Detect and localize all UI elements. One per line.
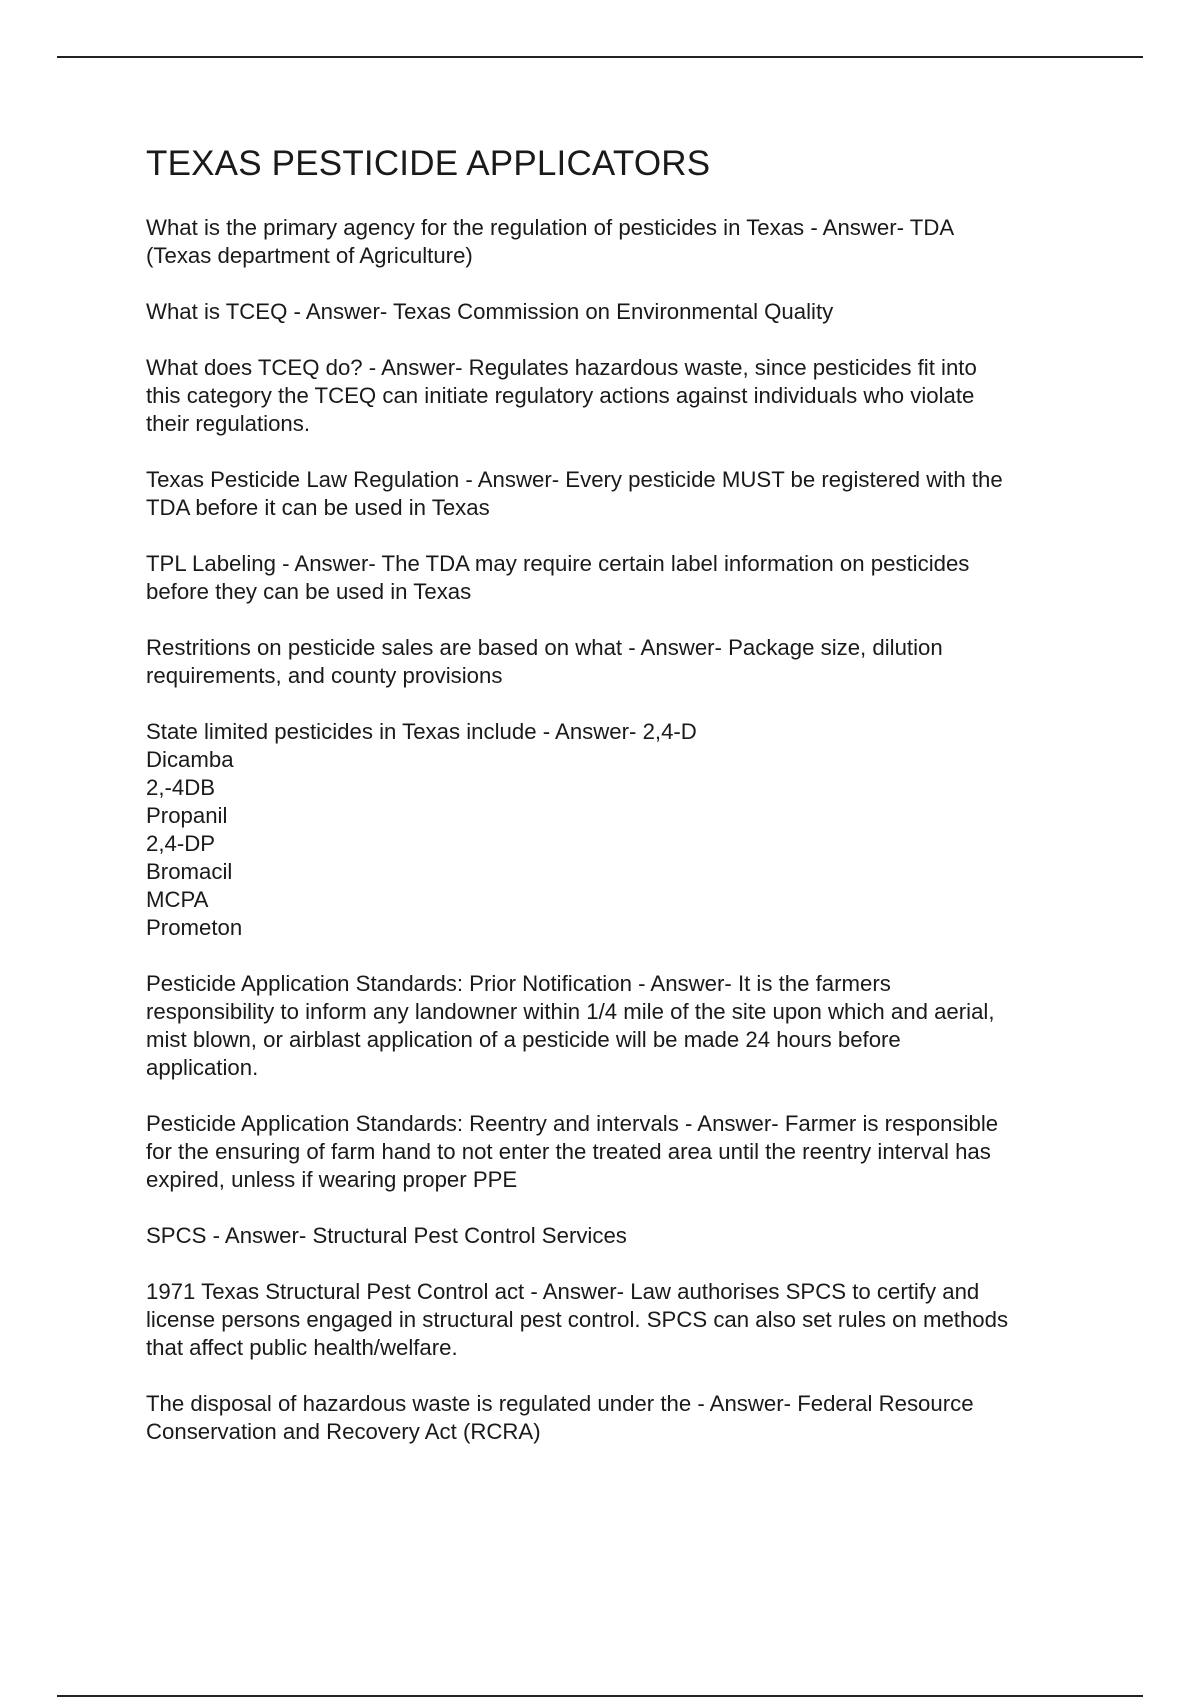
qa-entry: The disposal of hazardous waste is regulated under the - Answer- Federal Resource Conservation and Recovery Act (RCRA) [146,1391,974,1444]
qa-entry: 1971 Texas Structural Pest Control act - Answer- Law authorises SPCS to certify and license persons engaged in structural pest control. SPCS can also set rules on methods that affect public health/welfare. [146,1279,1009,1360]
qa-entry: Restritions on pesticide sales are based on what - Answer- Package size, dilution requirements, and county provisions [146,635,943,688]
qa-entry: What is the primary agency for the regulation of pesticides in Texas - Answer- TDA (Texas department of Agriculture) [146,215,955,268]
document-title: TEXAS PESTICIDE APPLICATORS [146,144,711,183]
qa-entry: Texas Pesticide Law Regulation - Answer- Every pesticide MUST be registered with the TDA before it can be used in Texas [146,467,1003,520]
document-body [146,143,1096,1474]
footer-rule [57,1695,1143,1697]
qa-entry: What is TCEQ - Answer- Texas Commission on Environmental Quality [146,299,834,324]
qa-entry: SPCS - Answer- Structural Pest Control Services [146,1223,627,1248]
qa-entry: Pesticide Application Standards: Reentry and intervals - Answer- Farmer is responsible for the ensuring of farm hand to not enter the treated area until the reentry interval has expired, unless if wearing proper PPE [146,1111,999,1192]
header-rule [57,56,1143,58]
qa-entry: State limited pesticides in Texas include - Answer- 2,4-D Dicamba 2,-4DB Propanil 2,4-DP Bromacil MCPA Prometon [146,719,697,940]
qa-entry: Pesticide Application Standards: Prior Notification - Answer- It is the farmers responsibility to inform any landowner within 1/4 mile of the site upon which and aerial, mist blown, or airblast application of a pesticide will be made 24 hours before application. [146,971,995,1080]
qa-entry: What does TCEQ do? - Answer- Regulates hazardous waste, since pesticides fit into this category the TCEQ can initiate regulatory actions against individuals who violate their regulations. [146,355,977,436]
qa-entry: TPL Labeling - Answer- The TDA may require certain label information on pesticides before they can be used in Texas [146,551,970,604]
